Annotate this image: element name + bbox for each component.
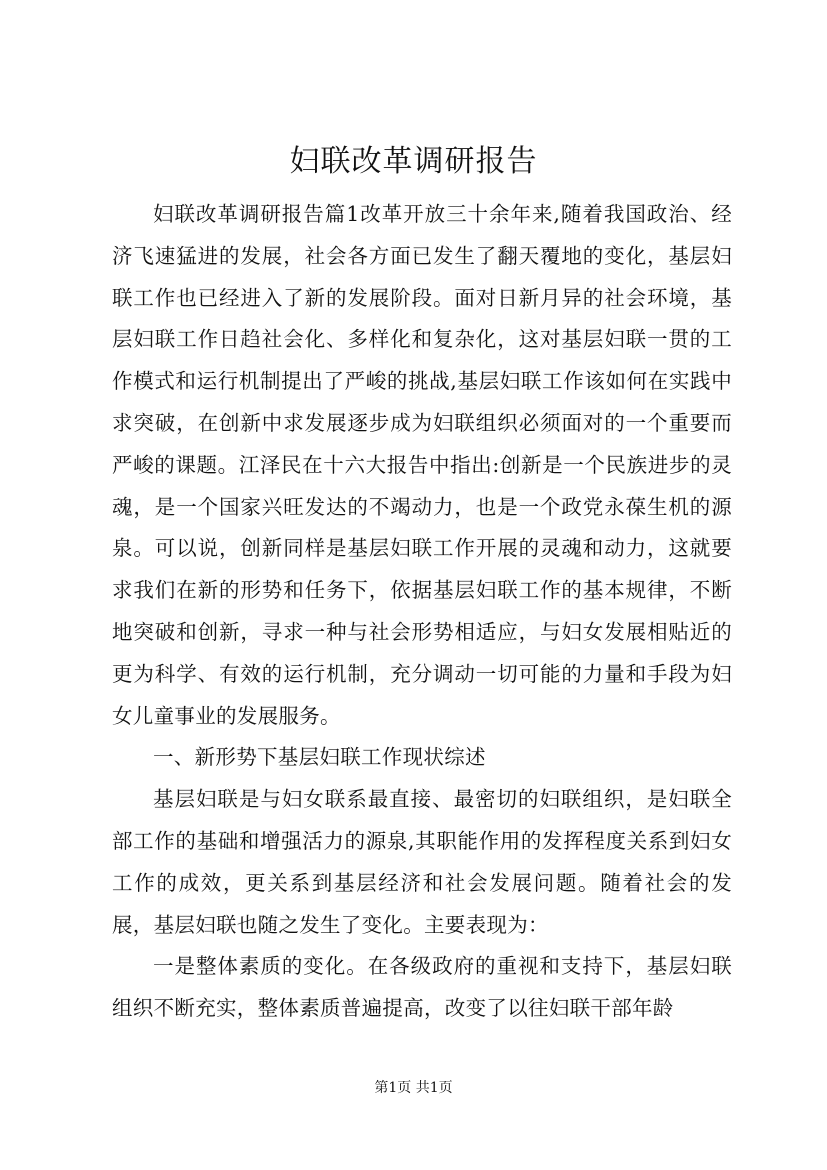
paragraph-basic-level: 基层妇联是与妇女联系最直接、最密切的妇联组织，是妇联全部工作的基础和增强活力的源泉,其职能作用的发挥程度关系到妇女工作的成效，更关系到基层经济和社会发展问题。随着社会的发展，基层妇联也随之发生了变化。主要表现为： — [112, 787, 732, 937]
page-footer: 第1页 共1页 — [374, 1080, 453, 1096]
paragraph-intro: 妇联改革调研报告篇1改革开放三十余年来,随着我国政治、经济飞速猛进的发展，社会各方面已发生了翻天覆地的变化，基层妇联工作也已经进入了新的发展阶段。面对日新月异的社会环境，基层妇联工作日趋社会化、多样化和复杂化，这对基层妇联一贯的工作模式和运行机制提出了严峻的挑战,基层妇联工作该如何在实践中求突破，在创新中求发展逐步成为妇联组织必须面对的一个重要而严峻的课题。江泽民在十六大报告中指出:创新是一个民族进步的灵魂，是一个国家兴旺发达的不竭动力，也是一个政党永葆生机的源泉。可以说，创新同样是基层妇联工作开展的灵魂和动力，这就要求我们在新的形势和任务下，依据基层妇联工作的基本规律，不断地突破和创新，寻求一种与社会形势相适应，与妇女发展相贴近的更为科学、有效的运行机制，充分调动一切可能的力量和手段为妇女儿童事业的发展服务。 — [112, 202, 732, 728]
paragraph-quality-change: 一是整体素质的变化。在各级政府的重视和支持下，基层妇联组织不断充实，整体素质普遍提高，改变了以往妇联干部年龄 — [112, 954, 732, 1021]
document-body — [112, 194, 732, 1030]
section-heading: 一、新形势下基层妇联工作现状综述 — [153, 745, 486, 770]
document-title: 妇联改革调研报告 — [289, 144, 538, 179]
